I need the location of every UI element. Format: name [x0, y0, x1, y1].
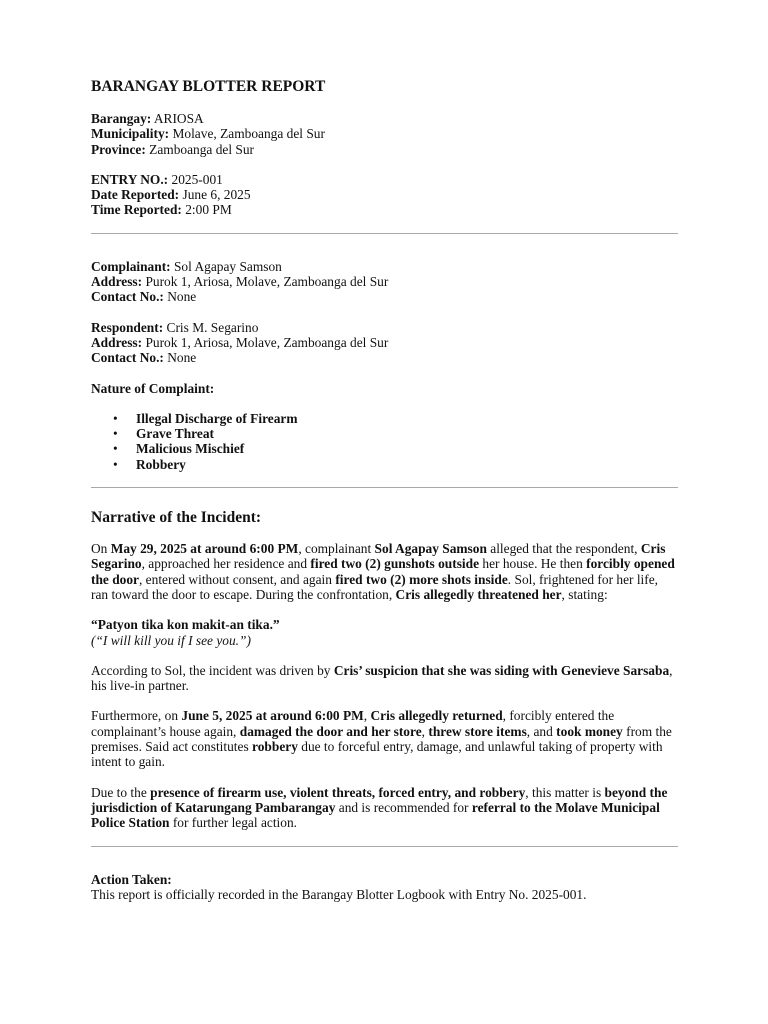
body-text: , this matter is [525, 784, 605, 800]
emphasis-text: June 5, 2025 at around 6:00 PM [181, 708, 364, 724]
narrative-paragraph-1 [91, 541, 678, 602]
body-text: her house. He then [479, 556, 587, 572]
date-label: Date Reported: [91, 187, 180, 203]
emphasis-text: Cris allegedly returned [370, 708, 503, 724]
municipality-value: Molave, Zamboanga del Sur [172, 126, 325, 142]
respondent-contact: None [167, 350, 197, 366]
municipality-line [91, 126, 678, 141]
bullet-icon: • [113, 410, 118, 426]
respondent-address: Purok 1, Ariosa, Molave, Zamboanga del Sur [145, 334, 389, 350]
emphasis-text: May 29, 2025 at around 6:00 PM [110, 541, 299, 557]
emphasis-text: Sol Agapay Samson [374, 541, 487, 557]
complaint-item [113, 441, 678, 457]
emphasis-text: damaged the door and her store [239, 723, 422, 739]
body-text: alleged that the respondent, [486, 541, 641, 557]
bullet-icon: • [113, 441, 118, 457]
respondent-line [91, 320, 678, 335]
section-divider [91, 233, 678, 234]
respondent-name: Cris M. Segarino [166, 319, 259, 335]
emphasis-text: Cris Segarino [91, 541, 666, 572]
respondent-contact-line [91, 350, 678, 365]
barangay-value: ARIOSA [153, 111, 204, 126]
complainant-address: Purok 1, Ariosa, Molave, Zamboanga del Sur [145, 274, 389, 290]
respondent-label: Respondent: [91, 319, 164, 335]
emphasis-text: beyond the jurisdiction of Katarungang Pambarangay [91, 784, 668, 815]
section-divider [91, 487, 678, 488]
complainant-line [91, 259, 678, 274]
narrative-paragraph-4 [91, 785, 678, 831]
time-value: 2:00 PM [185, 202, 232, 218]
barangay-label: Barangay: [91, 111, 152, 126]
province-value: Zamboanga del Sur [149, 141, 255, 157]
body-text: , entered without consent, and again [138, 571, 336, 587]
nature-of-complaint-label: Nature of Complaint: [91, 380, 215, 396]
date-line [91, 187, 678, 202]
body-text: , approached her residence and [141, 556, 311, 572]
emphasis-text: threw store items [428, 723, 527, 739]
body-text: On [91, 541, 111, 557]
complainant-name: Sol Agapay Samson [173, 258, 282, 274]
address-label: Address: [91, 334, 143, 350]
body-text: , stating: [561, 586, 608, 602]
emphasis-text: presence of firearm use, violent threats, forced entry, and robbery [150, 784, 526, 800]
narrative-paragraph-2 [91, 663, 678, 694]
emphasis-text: referral to the Molave Municipal Police Station [91, 799, 660, 831]
complaint-item-label: Robbery [136, 456, 186, 472]
body-text: , complainant [298, 541, 375, 557]
bullet-icon: • [113, 456, 118, 472]
contact-label: Contact No.: [91, 289, 164, 305]
complaint-item-label: Illegal Discharge of Firearm [136, 410, 298, 426]
respondent-address-line [91, 335, 678, 350]
body-text: , [363, 708, 371, 724]
complaint-list [91, 411, 678, 472]
blotter-report-document [91, 78, 678, 902]
threat-quote: “Patyon tika kon makit-an tika.” [91, 617, 280, 633]
emphasis-text: Cris allegedly threatened her [395, 586, 562, 602]
body-text: , his live-in partner. [91, 662, 673, 694]
body-text: , forcibly entered the complainant’s house again, [91, 708, 615, 739]
body-text: , and [526, 723, 557, 739]
complaint-item-label: Malicious Mischief [136, 441, 245, 457]
complainant-address-line [91, 274, 678, 289]
entry-label: ENTRY NO.: [91, 171, 169, 187]
complainant-contact: None [167, 289, 197, 305]
barangay-line [91, 111, 678, 126]
narrative-heading: Narrative of the Incident: [91, 509, 262, 527]
entry-line [91, 172, 678, 187]
complaint-item-label: Grave Threat [136, 426, 214, 442]
action-taken-label: Action Taken: [91, 871, 172, 887]
province-label: Province: [91, 141, 146, 157]
municipality-label: Municipality: [91, 126, 170, 142]
time-line [91, 202, 678, 217]
body-text: for further legal action. [169, 815, 298, 831]
bullet-icon: • [113, 426, 118, 442]
body-text: Furthermore, on [91, 708, 182, 724]
body-text: due to forceful entry, damage, and unlawful taking of property with intent to gain. [91, 739, 663, 770]
body-text: . Sol, frightened for her life, ran toward the door to escape. During the confrontation, [91, 571, 659, 602]
body-text: Due to the [91, 784, 151, 800]
emphasis-text: forcibly opened the door [91, 556, 675, 587]
date-value: June 6, 2025 [182, 187, 251, 203]
threat-quote-translation: (“I will kill you if I see you.”) [91, 632, 251, 648]
address-label: Address: [91, 274, 143, 290]
complaint-item [113, 426, 678, 442]
emphasis-text: took money [556, 723, 623, 739]
complainant-contact-line [91, 289, 678, 304]
emphasis-text: Cris’ suspicion that she was siding with Genevieve Sarsaba [333, 662, 670, 678]
complaint-item [113, 456, 678, 472]
narrative-paragraph-3 [91, 708, 678, 769]
body-text: from the premises. Said act constitutes [91, 723, 672, 755]
report-title: BARANGAY BLOTTER REPORT [91, 78, 326, 95]
emphasis-text: robbery [252, 739, 298, 755]
body-text: and is recommended for [335, 799, 472, 815]
complaint-item [113, 410, 678, 426]
emphasis-text: fired two (2) more shots inside [335, 571, 508, 587]
entry-value: 2025-001 [171, 171, 223, 187]
body-text: , [421, 723, 429, 739]
province-line [91, 142, 678, 157]
complainant-label: Complainant: [91, 258, 171, 274]
action-taken-text: This report is officially recorded in the Barangay Blotter Logbook with Entry No. 2025-001. [91, 886, 587, 902]
section-divider [91, 846, 678, 847]
body-text: According to Sol, the incident was driven by [91, 662, 334, 678]
contact-label: Contact No.: [91, 350, 164, 366]
time-label: Time Reported: [91, 202, 182, 218]
emphasis-text: fired two (2) gunshots outside [310, 556, 480, 572]
